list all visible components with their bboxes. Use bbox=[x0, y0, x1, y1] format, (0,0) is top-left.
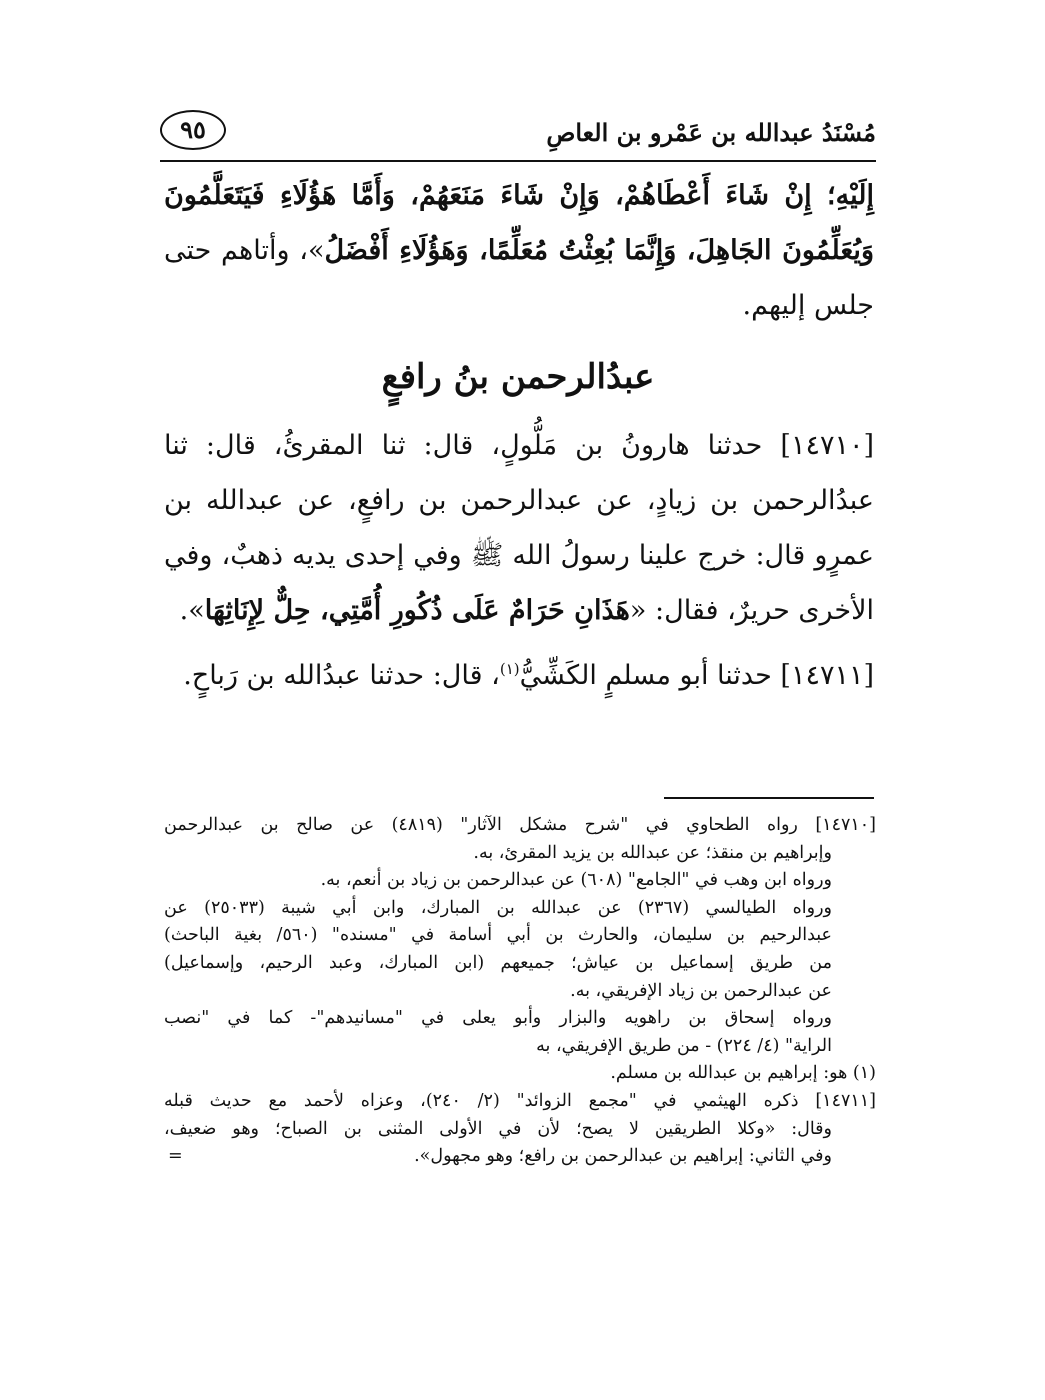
footnote-line: ورواه الطيالسي (٢٣٦٧) عن عبدالله بن المبارك، وابن أبي شيبة (٢٥٠٣٣) عن bbox=[164, 897, 832, 918]
footnote-reference[interactable]: (١) bbox=[499, 660, 520, 678]
page-header bbox=[160, 108, 876, 158]
page-number: ٩٥ bbox=[180, 115, 206, 144]
continuation-paragraph bbox=[164, 168, 874, 333]
footnote-line: وإبراهيم بن منقذ؛ عن عبدالله بن يزيد المقرئ، به. bbox=[473, 842, 832, 863]
page-number-badge bbox=[160, 110, 226, 150]
footnote-line: [١٤٧١١] ذكره الهيثمي في "مجمع الزوائد" (٢/ ٢٤٠)، وعزاه لأحمد مع حديث قبله bbox=[164, 1090, 876, 1111]
hadith-text: حدثنا هارونُ بن مَلُّولٍ، قال: ثنا المقرئُ، قال: ثنا عبدُالرحمن بن زيادٍ، عن عبدالرحمن بن رافعٍ، عن عبدالله بن عمرٍو قال: خرج علينا رسولُ الله ﷺ وفي إحدى يديه ذهبٌ، وفي الأخرى حريرٌ، فقال: « bbox=[164, 430, 874, 626]
footnote-line: ورواه ابن وهب في "الجامع" (٦٠٨) عن عبدالرحمن بن زياد بن أنعم، به. bbox=[320, 870, 832, 891]
footnote-line: [١٤٧١٠] رواه الطحاوي في "شرح مشكل الآثار" (٤٨١٩) عن صالح بن عبدالرحمن bbox=[164, 815, 876, 835]
section-heading: عبدُالرحمن بنُ رافعٍ bbox=[381, 357, 655, 397]
hadith-14711 bbox=[164, 648, 874, 703]
continuation-quote: إِلَيْهِ؛ إِنْ شَاءَ أَعْطَاهُمْ، وَإِنْ شَاءَ مَنَعَهُمْ، وَأَمَّا هَؤُلَاءِ فَيَتَعَلَّمُونَ وَيُعَلِّمُونَ الجَاهِلَ، وَإِنَّمَا بُعِثْتُ مُعَلِّمًا، وَهَؤُلَاءِ أَفْضَلُ bbox=[164, 180, 874, 266]
hadith-14710 bbox=[164, 418, 874, 638]
hadith-text-end: ، قال: حدثنا عبدُالله بن رَباحٍ. bbox=[183, 660, 500, 691]
header-rule bbox=[160, 160, 876, 162]
footnote-line: الراية" (٤/ ٢٢٤) - من طريق الإفريقي، به bbox=[536, 1035, 832, 1056]
continuation-mark: = bbox=[168, 1146, 183, 1167]
footnote-line: وفي الثاني: إبراهيم بن عبدالرحمن بن رافع؛ وهو مجهول». = bbox=[164, 1143, 876, 1171]
hadith-number: [١٤٧١٠] bbox=[780, 430, 874, 461]
continuation-tail: »، وأتاهم حتى جلس إليهم. bbox=[164, 235, 874, 321]
running-title: مُسْنَدُ عبدالله بن عَمْرو بن العاصِ bbox=[546, 118, 876, 147]
footnote-line: عن عبدالرحمن بن زياد الإفريقي، به. bbox=[570, 980, 832, 1001]
footnote-line: وقال: «وكلا الطريقين لا يصح؛ لأن في الأولى المثنى بن الصباح؛ وهو ضعيف، bbox=[164, 1118, 832, 1139]
hadith-number: [١٤٧١١] bbox=[780, 660, 874, 691]
footnotes bbox=[164, 812, 876, 1171]
footnote-line: عبدالرحيم بن سليمان، والحارث بن أبي أسامة في "مسنده" (٥٦٠/ بغية الباحث) bbox=[164, 925, 832, 946]
footnote-line: ورواه إسحاق بن راهويه والبزار وأبو يعلى في "مسانيدهم"- كما في "نصب bbox=[164, 1008, 832, 1029]
hadith-text: حدثنا أبو مسلمٍ الكَشِّيُّ bbox=[519, 660, 772, 691]
hadith-quote: هَذَانِ حَرَامٌ عَلَى ذُكُورِ أُمَّتِي، حِلٌّ لِإِنَاثِهَا bbox=[204, 595, 630, 626]
footnote-separator bbox=[664, 797, 874, 799]
hadith-text-end: ». bbox=[179, 595, 205, 626]
footnote-line: من طريق إسماعيل بن عياش؛ جميعهم (ابن المبارك، وعبد الرحيم، وإسماعيل) bbox=[164, 952, 832, 973]
footnote-line: (١) هو: إبراهيم بن عبدالله بن مسلم. bbox=[610, 1063, 876, 1084]
